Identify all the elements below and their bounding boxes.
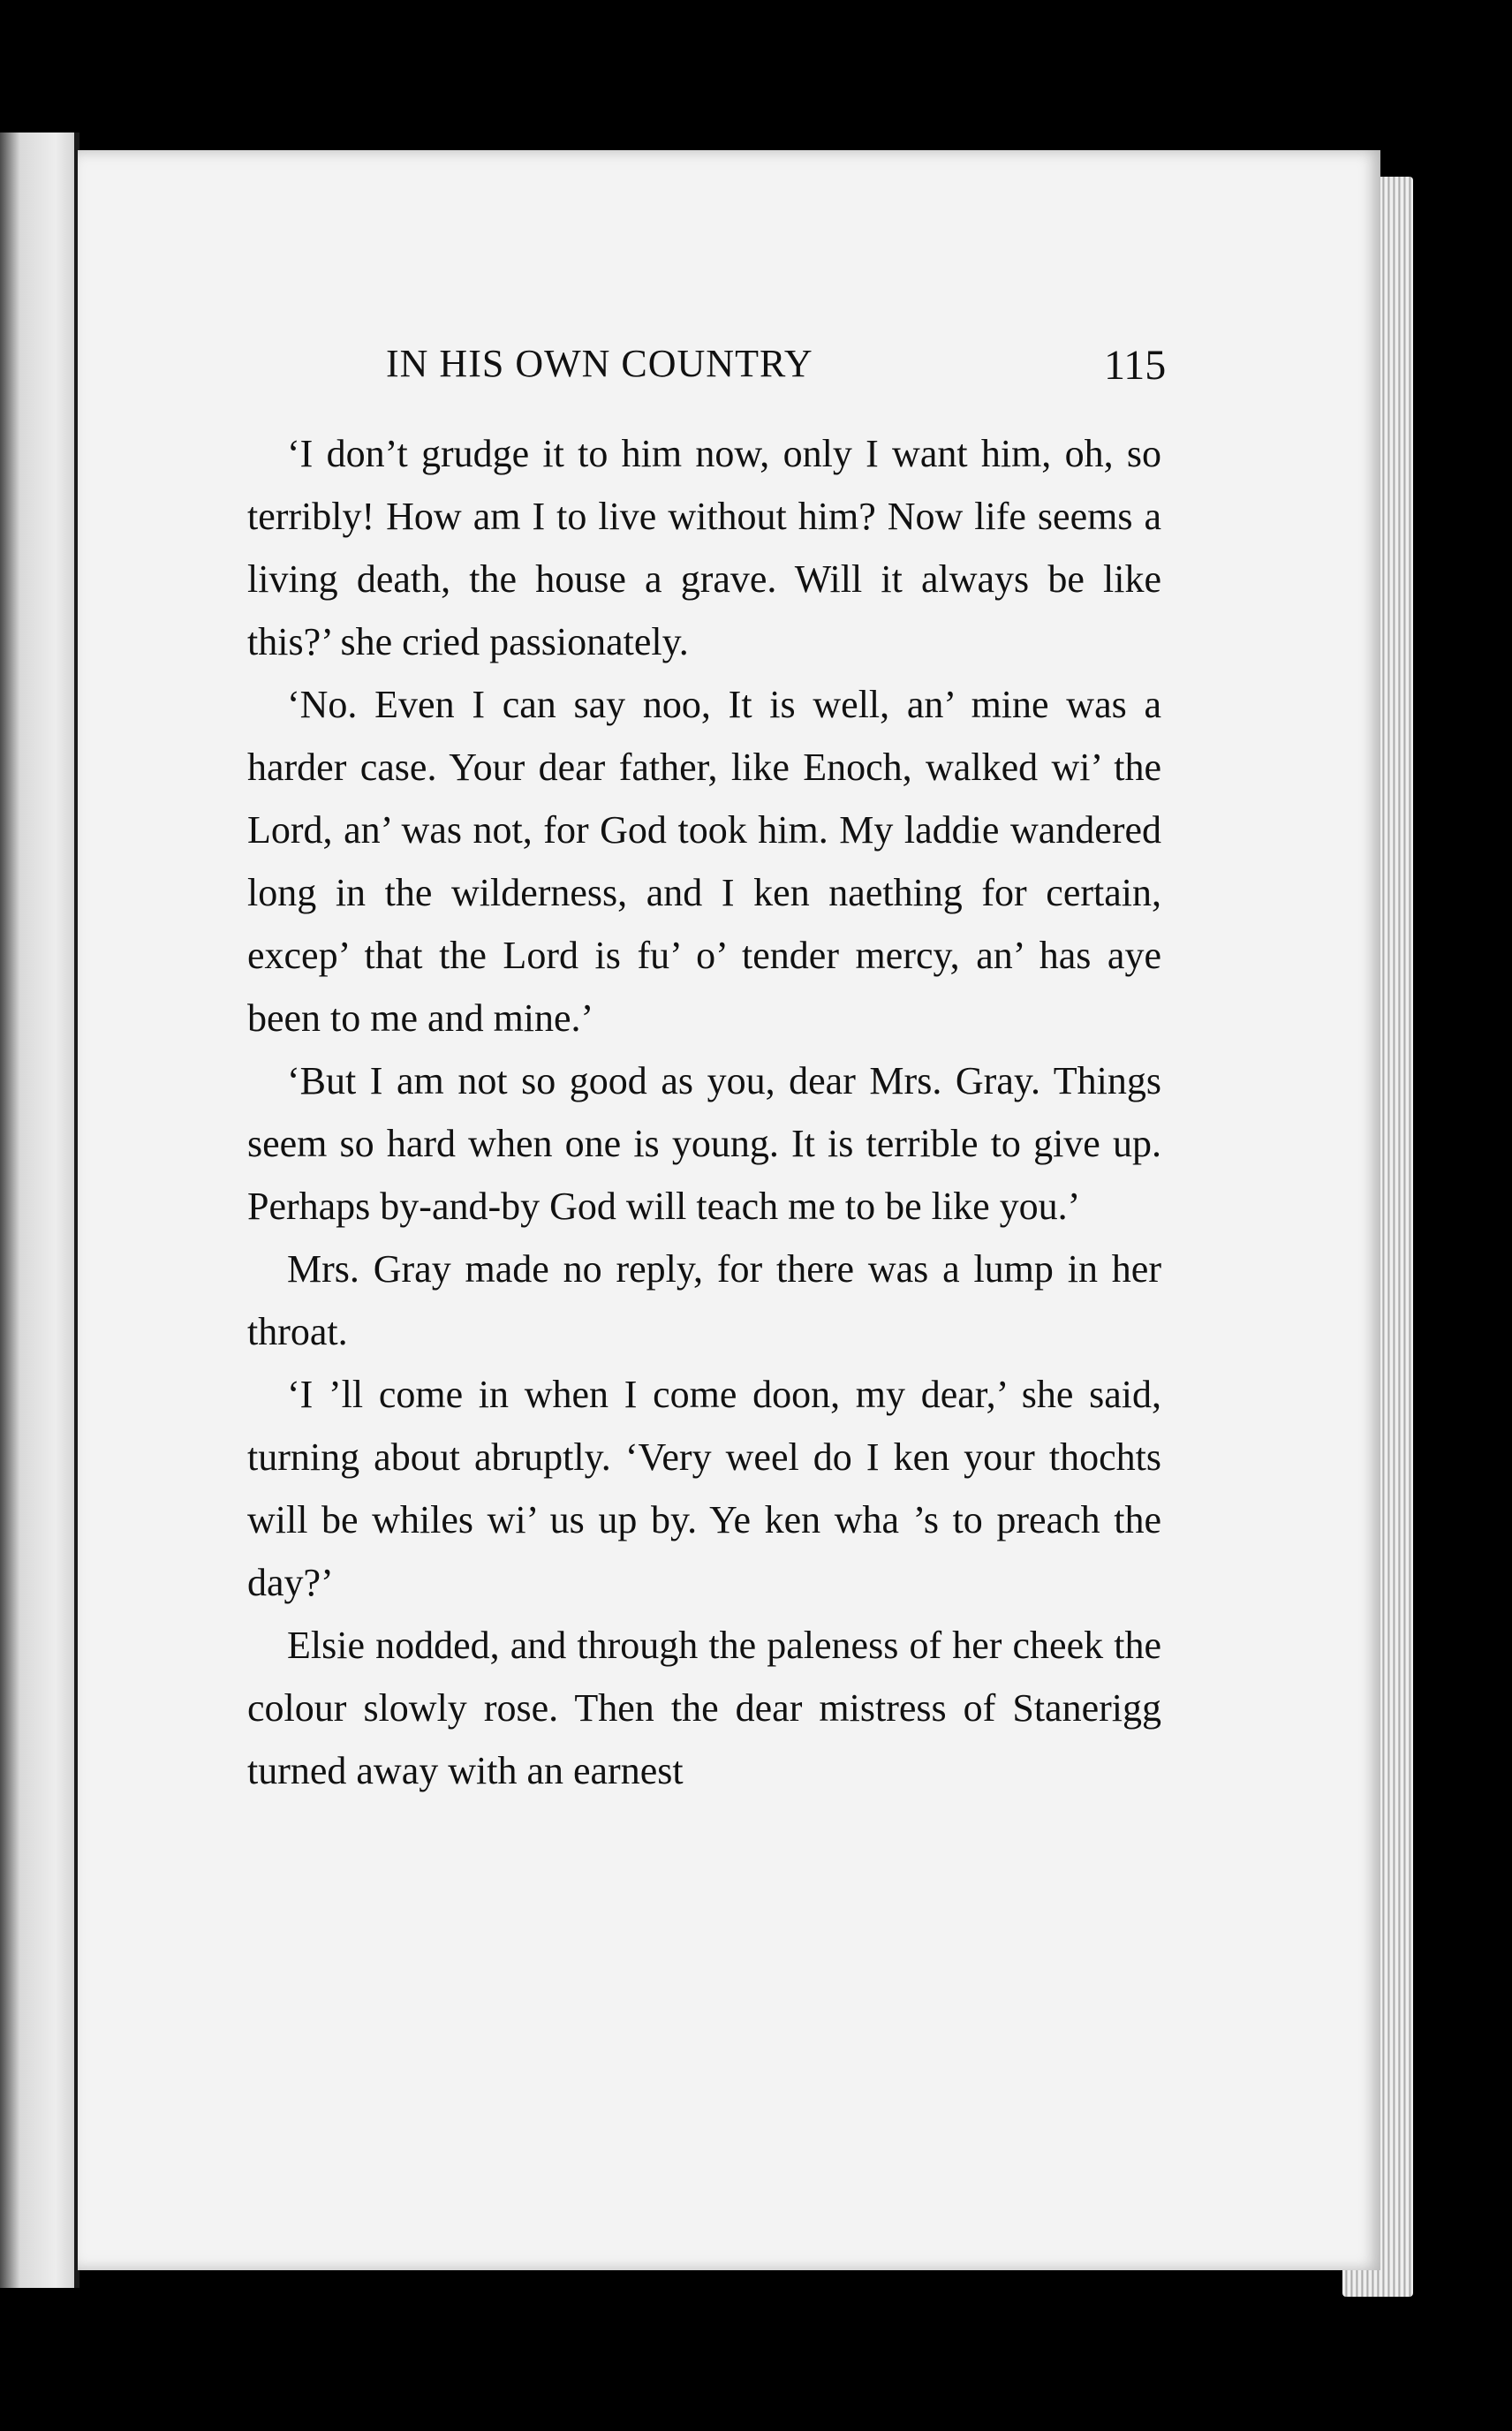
paragraph: ‘But I am not so good as you, dear Mrs. Gray. Things seem so hard when one is young. It is terrible to give up. Perhaps by-and-by God will teach me to be like you.’ xyxy=(247,1059,1161,1228)
paragraph: Elsie nodded, and through the paleness of her cheek the colour slowly rose. Then the dear mistress of Stanerigg turned away with an earnest xyxy=(247,1624,1161,1792)
facing-page-edge xyxy=(0,133,79,2288)
paragraph: ‘I ’ll come in when I come doon, my dear,’ she said, turning about abruptly. ‘Very weel do I ken your thochts will be whiles wi’ us up by. Ye ken wha ’s to preach the day?’ xyxy=(247,1373,1161,1604)
running-title: IN HIS OWN COUNTRY xyxy=(386,342,813,385)
paragraph: ‘I don’t grudge it to him now, only I want him, oh, so terribly! How am I to live without him? Now life seems a living death, the house a grave. Will it always be like this?’ she cried passionately. xyxy=(247,432,1161,663)
page-number: 115 xyxy=(1104,342,1167,389)
paragraph: ‘No. Even I can say noo, It is well, an’ mine was a harder case. Your dear father, like Enoch, walked wi’ the Lord, an’ was not, for God took him. My laddie wandered long in the wilderness, and I ken naething for certain, excep’ that the Lord is fu’ o’ tender mercy, an’ has aye been to me and mine.’ xyxy=(247,683,1161,1040)
paragraph: Mrs. Gray made no reply, for there was a lump in her throat. xyxy=(247,1247,1161,1353)
page-body xyxy=(247,422,1161,1802)
